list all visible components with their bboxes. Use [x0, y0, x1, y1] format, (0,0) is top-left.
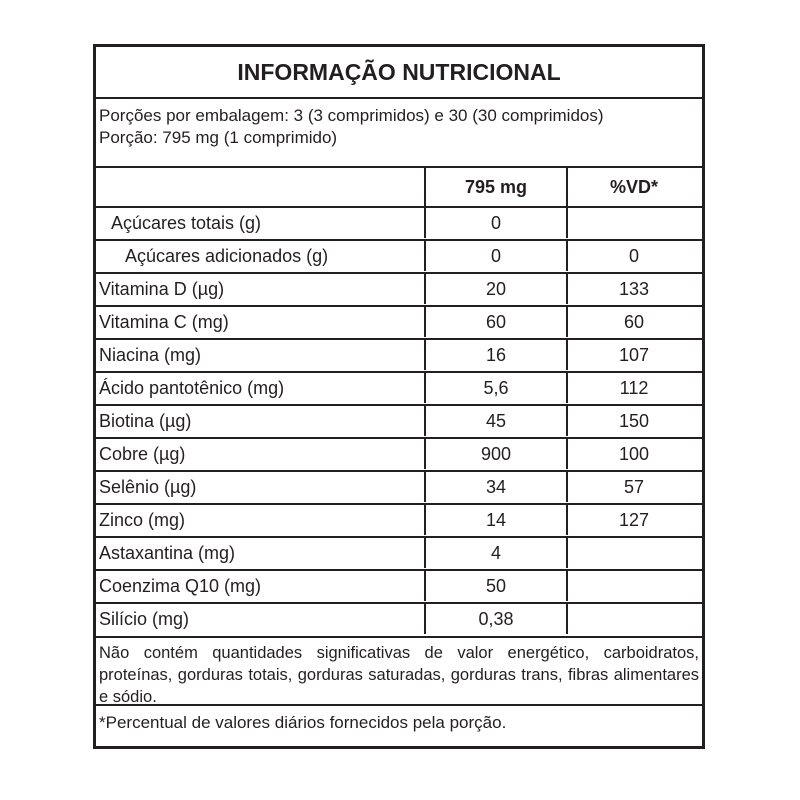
nutrient-amount: 45	[424, 406, 568, 436]
nutrient-name: Astaxantina (mg)	[99, 543, 236, 563]
nutrient-name: Vitamina D (µg)	[99, 279, 225, 299]
table-row	[96, 569, 702, 601]
not-significant-note: Não contém quantidades significativas de valor energético, carboidratos, proteínas, gorduras totais, gorduras saturadas, gorduras trans, fibras alimentares e sódio.	[96, 636, 702, 704]
nutrient-amount: 50	[424, 571, 568, 601]
table-row	[96, 404, 702, 436]
table-row	[96, 503, 702, 535]
nutrient-amount: 14	[424, 505, 568, 535]
nutrient-amount: 0,38	[424, 604, 568, 634]
table-row	[96, 536, 702, 568]
nutrient-amount: 5,6	[424, 373, 568, 403]
daily-value-footnote: *Percentual de valores diários fornecidos pela porção.	[96, 704, 702, 740]
nutrient-amount: 34	[424, 472, 568, 502]
nutrient-name: Selênio (µg)	[99, 477, 197, 497]
nutrient-daily-value: 127	[618, 510, 650, 530]
table-row	[96, 602, 702, 634]
nutrient-daily-value: 100	[618, 444, 650, 464]
table-row	[96, 338, 702, 370]
nutrient-daily-value: 107	[618, 345, 650, 365]
nutrient-name: Silício (mg)	[99, 609, 190, 629]
nutrient-daily-value	[566, 604, 702, 634]
nutrient-name: Zinco (mg)	[99, 510, 186, 530]
nutrient-amount: 0	[424, 208, 568, 238]
table-row	[96, 371, 702, 403]
nutrient-daily-value: 112	[619, 378, 649, 398]
table-row	[96, 305, 702, 337]
nutrient-amount: 60	[424, 307, 568, 337]
nutrient-name: Vitamina C (mg)	[99, 312, 229, 332]
header-amount: 795 mg	[424, 168, 568, 206]
table-row	[96, 206, 702, 238]
table-row	[96, 239, 702, 271]
nutrient-amount: 0	[424, 241, 568, 271]
nutrient-daily-value	[566, 538, 702, 568]
servings-per-package: Porções por embalagem: 3 (3 comprimidos) e 30 (30 comprimidos)	[99, 106, 604, 125]
header-daily-value: %VD*	[609, 177, 658, 197]
nutrient-daily-value	[566, 208, 702, 238]
nutrient-name: Ácido pantotênico (mg)	[99, 378, 285, 398]
table-row	[96, 437, 702, 469]
table-row	[96, 470, 702, 502]
portion-size: Porção: 795 mg (1 comprimido)	[99, 128, 338, 147]
nutrient-daily-value: 57	[623, 477, 645, 497]
nutrient-name: Cobre (µg)	[99, 444, 186, 464]
table-row	[96, 272, 702, 304]
nutrient-name: Coenzima Q10 (mg)	[99, 576, 262, 596]
nutrient-name: Açúcares adicionados (g)	[125, 246, 329, 266]
nutrient-daily-value: 150	[618, 411, 650, 431]
nutrient-daily-value: 60	[623, 312, 645, 332]
nutrient-daily-value	[566, 571, 702, 601]
nutrient-amount: 4	[424, 538, 568, 568]
table-header-row	[96, 166, 702, 206]
nutrition-facts-panel	[93, 44, 705, 749]
nutrient-amount: 16	[424, 340, 568, 370]
nutrient-daily-value: 0	[628, 246, 639, 266]
nutrient-amount: 20	[424, 274, 568, 304]
nutrient-daily-value: 133	[618, 279, 650, 299]
nutrient-name: Açúcares totais (g)	[111, 213, 262, 233]
nutrient-name: Biotina (µg)	[99, 411, 192, 431]
nutrient-amount: 900	[424, 439, 568, 469]
nutrient-name: Niacina (mg)	[99, 345, 202, 365]
panel-title: INFORMAÇÃO NUTRICIONAL	[96, 47, 702, 99]
